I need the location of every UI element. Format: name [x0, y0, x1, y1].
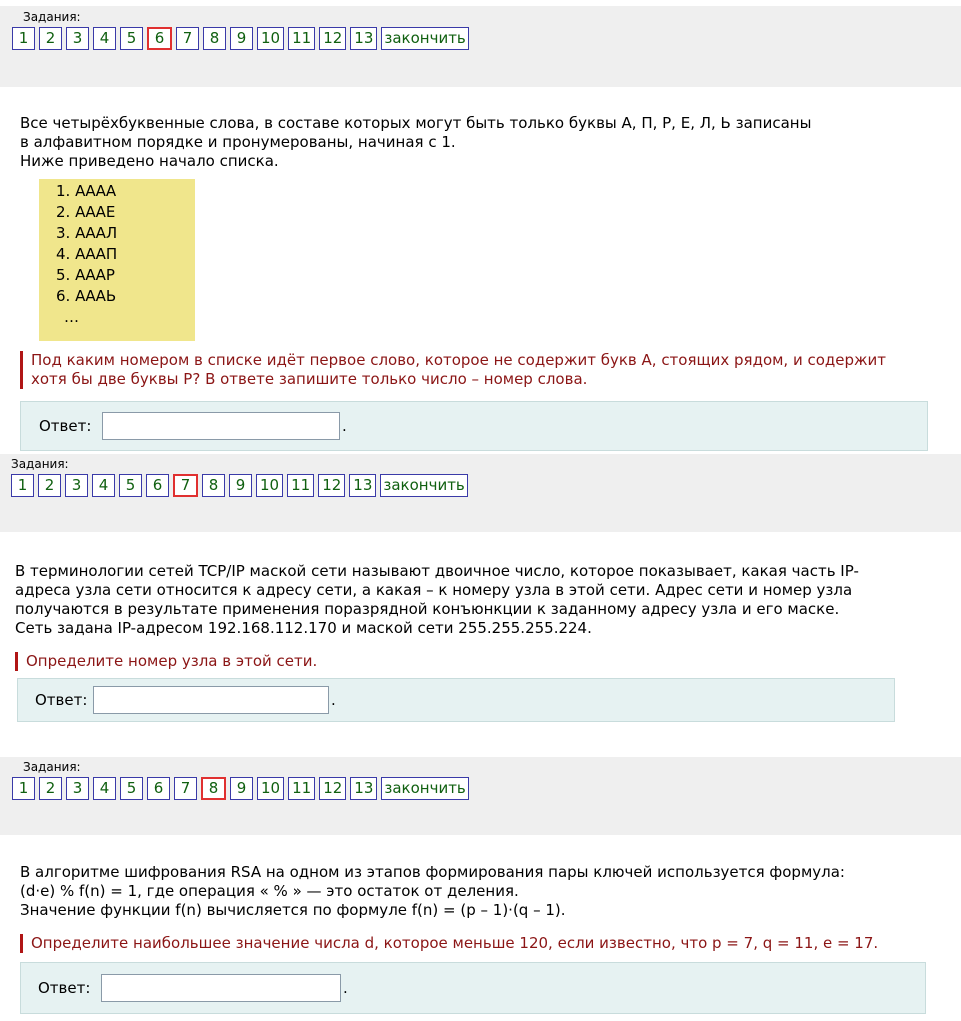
- answer-input[interactable]: [101, 974, 341, 1002]
- word-list-item: 1. АААА: [56, 182, 117, 200]
- task-nav-button-2[interactable]: 2: [38, 474, 61, 497]
- task-nav-button-11[interactable]: 11: [287, 474, 314, 497]
- task-nav-button-4[interactable]: 4: [92, 474, 115, 497]
- word-list-item: 4. АААП: [56, 245, 118, 263]
- task-nav-button-13[interactable]: 13: [350, 27, 377, 50]
- word-list-item: 5. АААР: [56, 266, 115, 284]
- answer-input[interactable]: [93, 686, 329, 714]
- task-nav-button-8[interactable]: 8: [202, 474, 225, 497]
- task-navigation-bar: [0, 6, 961, 87]
- task-text-line: в алфавитном порядке и пронумерованы, начиная с 1.: [20, 133, 456, 151]
- question-line: хотя бы две буквы Р? В ответе запишите только число – номер слова.: [31, 370, 588, 388]
- answer-suffix: .: [342, 417, 347, 435]
- task-text-line: В терминологии сетей TCP/IP маской сети называют двоичное число, которое показывает, какая часть IP-: [15, 562, 859, 580]
- task-text-line: адреса узла сети относится к адресу сети, а какая – к номеру узла в этой сети. Адрес сети и номер узла: [15, 581, 853, 599]
- question-line: Определите наибольшее значение числа d, которое меньше 120, если известно, что p = 7, q = 11, e = 17.: [31, 934, 879, 952]
- task-nav-button-4[interactable]: 4: [93, 777, 116, 800]
- word-list-item: 6. АААЬ: [56, 287, 117, 305]
- task-nav-row: [11, 474, 468, 497]
- answer-suffix: .: [343, 979, 348, 997]
- task-nav-button-7[interactable]: 7: [173, 474, 198, 497]
- answer-label: Ответ:: [35, 691, 88, 709]
- task-nav-button-12[interactable]: 12: [318, 474, 345, 497]
- task-text-line: Сеть задана IP-адресом 192.168.112.170 и маской сети 255.255.255.224.: [15, 619, 592, 637]
- task-nav-button-3[interactable]: 3: [66, 27, 89, 50]
- task-nav-button-1[interactable]: 1: [12, 777, 35, 800]
- task-nav-button-6[interactable]: 6: [147, 27, 172, 50]
- answer-suffix: .: [331, 691, 336, 709]
- task-nav-button-3[interactable]: 3: [66, 777, 89, 800]
- tasks-label: Задания:: [11, 457, 69, 471]
- word-list-item: …: [64, 308, 79, 326]
- tasks-label: Задания:: [23, 760, 81, 774]
- task-nav-button-7[interactable]: 7: [174, 777, 197, 800]
- task-nav-button-4[interactable]: 4: [93, 27, 116, 50]
- finish-button[interactable]: закончить: [381, 27, 468, 50]
- task-text-line: Значение функции f(n) вычисляется по формуле f(n) = (p – 1)·(q – 1).: [20, 901, 566, 919]
- answer-panel: [20, 401, 928, 451]
- answer-input[interactable]: [102, 412, 340, 440]
- question-line: Определите номер узла в этой сети.: [26, 652, 318, 670]
- word-list-item: 3. АААЛ: [56, 224, 118, 242]
- task-text-line: Ниже приведено начало списка.: [20, 152, 279, 170]
- task-nav-button-9[interactable]: 9: [229, 474, 252, 497]
- task-nav-button-10[interactable]: 10: [257, 27, 284, 50]
- task-nav-button-8[interactable]: 8: [203, 27, 226, 50]
- task-nav-button-1[interactable]: 1: [11, 474, 34, 497]
- task-nav-button-5[interactable]: 5: [119, 474, 142, 497]
- word-list-item: 2. АААЕ: [56, 203, 116, 221]
- task-nav-button-12[interactable]: 12: [319, 27, 346, 50]
- task-text-line: В алгоритме шифрования RSA на одном из этапов формирования пары ключей используется формула:: [20, 863, 845, 881]
- task-question: [20, 351, 951, 389]
- task-nav-row: [12, 27, 469, 50]
- task-nav-button-2[interactable]: 2: [39, 777, 62, 800]
- question-line: Под каким номером в списке идёт первое слово, которое не содержит букв А, стоящих рядом, и содержит: [31, 351, 887, 369]
- task-nav-row: [12, 777, 469, 800]
- task-question: [20, 934, 878, 953]
- task-nav-button-10[interactable]: 10: [256, 474, 283, 497]
- task-nav-button-10[interactable]: 10: [257, 777, 284, 800]
- task-nav-button-11[interactable]: 11: [288, 27, 315, 50]
- task-navigation-bar: [0, 757, 961, 835]
- task-text-line: получаются в результате применения поразрядной конъюнкции к заданному адресу узла и его маске.: [15, 600, 840, 618]
- answer-label: Ответ:: [38, 979, 91, 997]
- tasks-label: Задания:: [23, 10, 81, 24]
- task-nav-button-7[interactable]: 7: [176, 27, 199, 50]
- task-nav-button-8[interactable]: 8: [201, 777, 226, 800]
- task-nav-button-9[interactable]: 9: [230, 777, 253, 800]
- task-text-line: Все четырёхбуквенные слова, в составе которых могут быть только буквы А, П, Р, Е, Л, Ь записаны: [20, 114, 812, 132]
- task-nav-button-12[interactable]: 12: [319, 777, 346, 800]
- task-nav-button-3[interactable]: 3: [65, 474, 88, 497]
- task-nav-button-11[interactable]: 11: [288, 777, 315, 800]
- task-nav-button-13[interactable]: 13: [349, 474, 376, 497]
- task-nav-button-5[interactable]: 5: [120, 27, 143, 50]
- task-nav-button-9[interactable]: 9: [230, 27, 253, 50]
- finish-button[interactable]: закончить: [380, 474, 467, 497]
- task-nav-button-6[interactable]: 6: [146, 474, 169, 497]
- answer-panel: [17, 678, 895, 722]
- word-list: [39, 179, 195, 341]
- task-nav-button-6[interactable]: 6: [147, 777, 170, 800]
- task-nav-button-2[interactable]: 2: [39, 27, 62, 50]
- answer-label: Ответ:: [39, 417, 92, 435]
- task-navigation-bar: [0, 454, 961, 532]
- task-nav-button-5[interactable]: 5: [120, 777, 143, 800]
- task-nav-button-13[interactable]: 13: [350, 777, 377, 800]
- task-text-line: (d·e) % f(n) = 1, где операция « % » — это остаток от деления.: [20, 882, 519, 900]
- finish-button[interactable]: закончить: [381, 777, 468, 800]
- task-question: [15, 652, 317, 671]
- task-nav-button-1[interactable]: 1: [12, 27, 35, 50]
- answer-panel: [20, 962, 926, 1014]
